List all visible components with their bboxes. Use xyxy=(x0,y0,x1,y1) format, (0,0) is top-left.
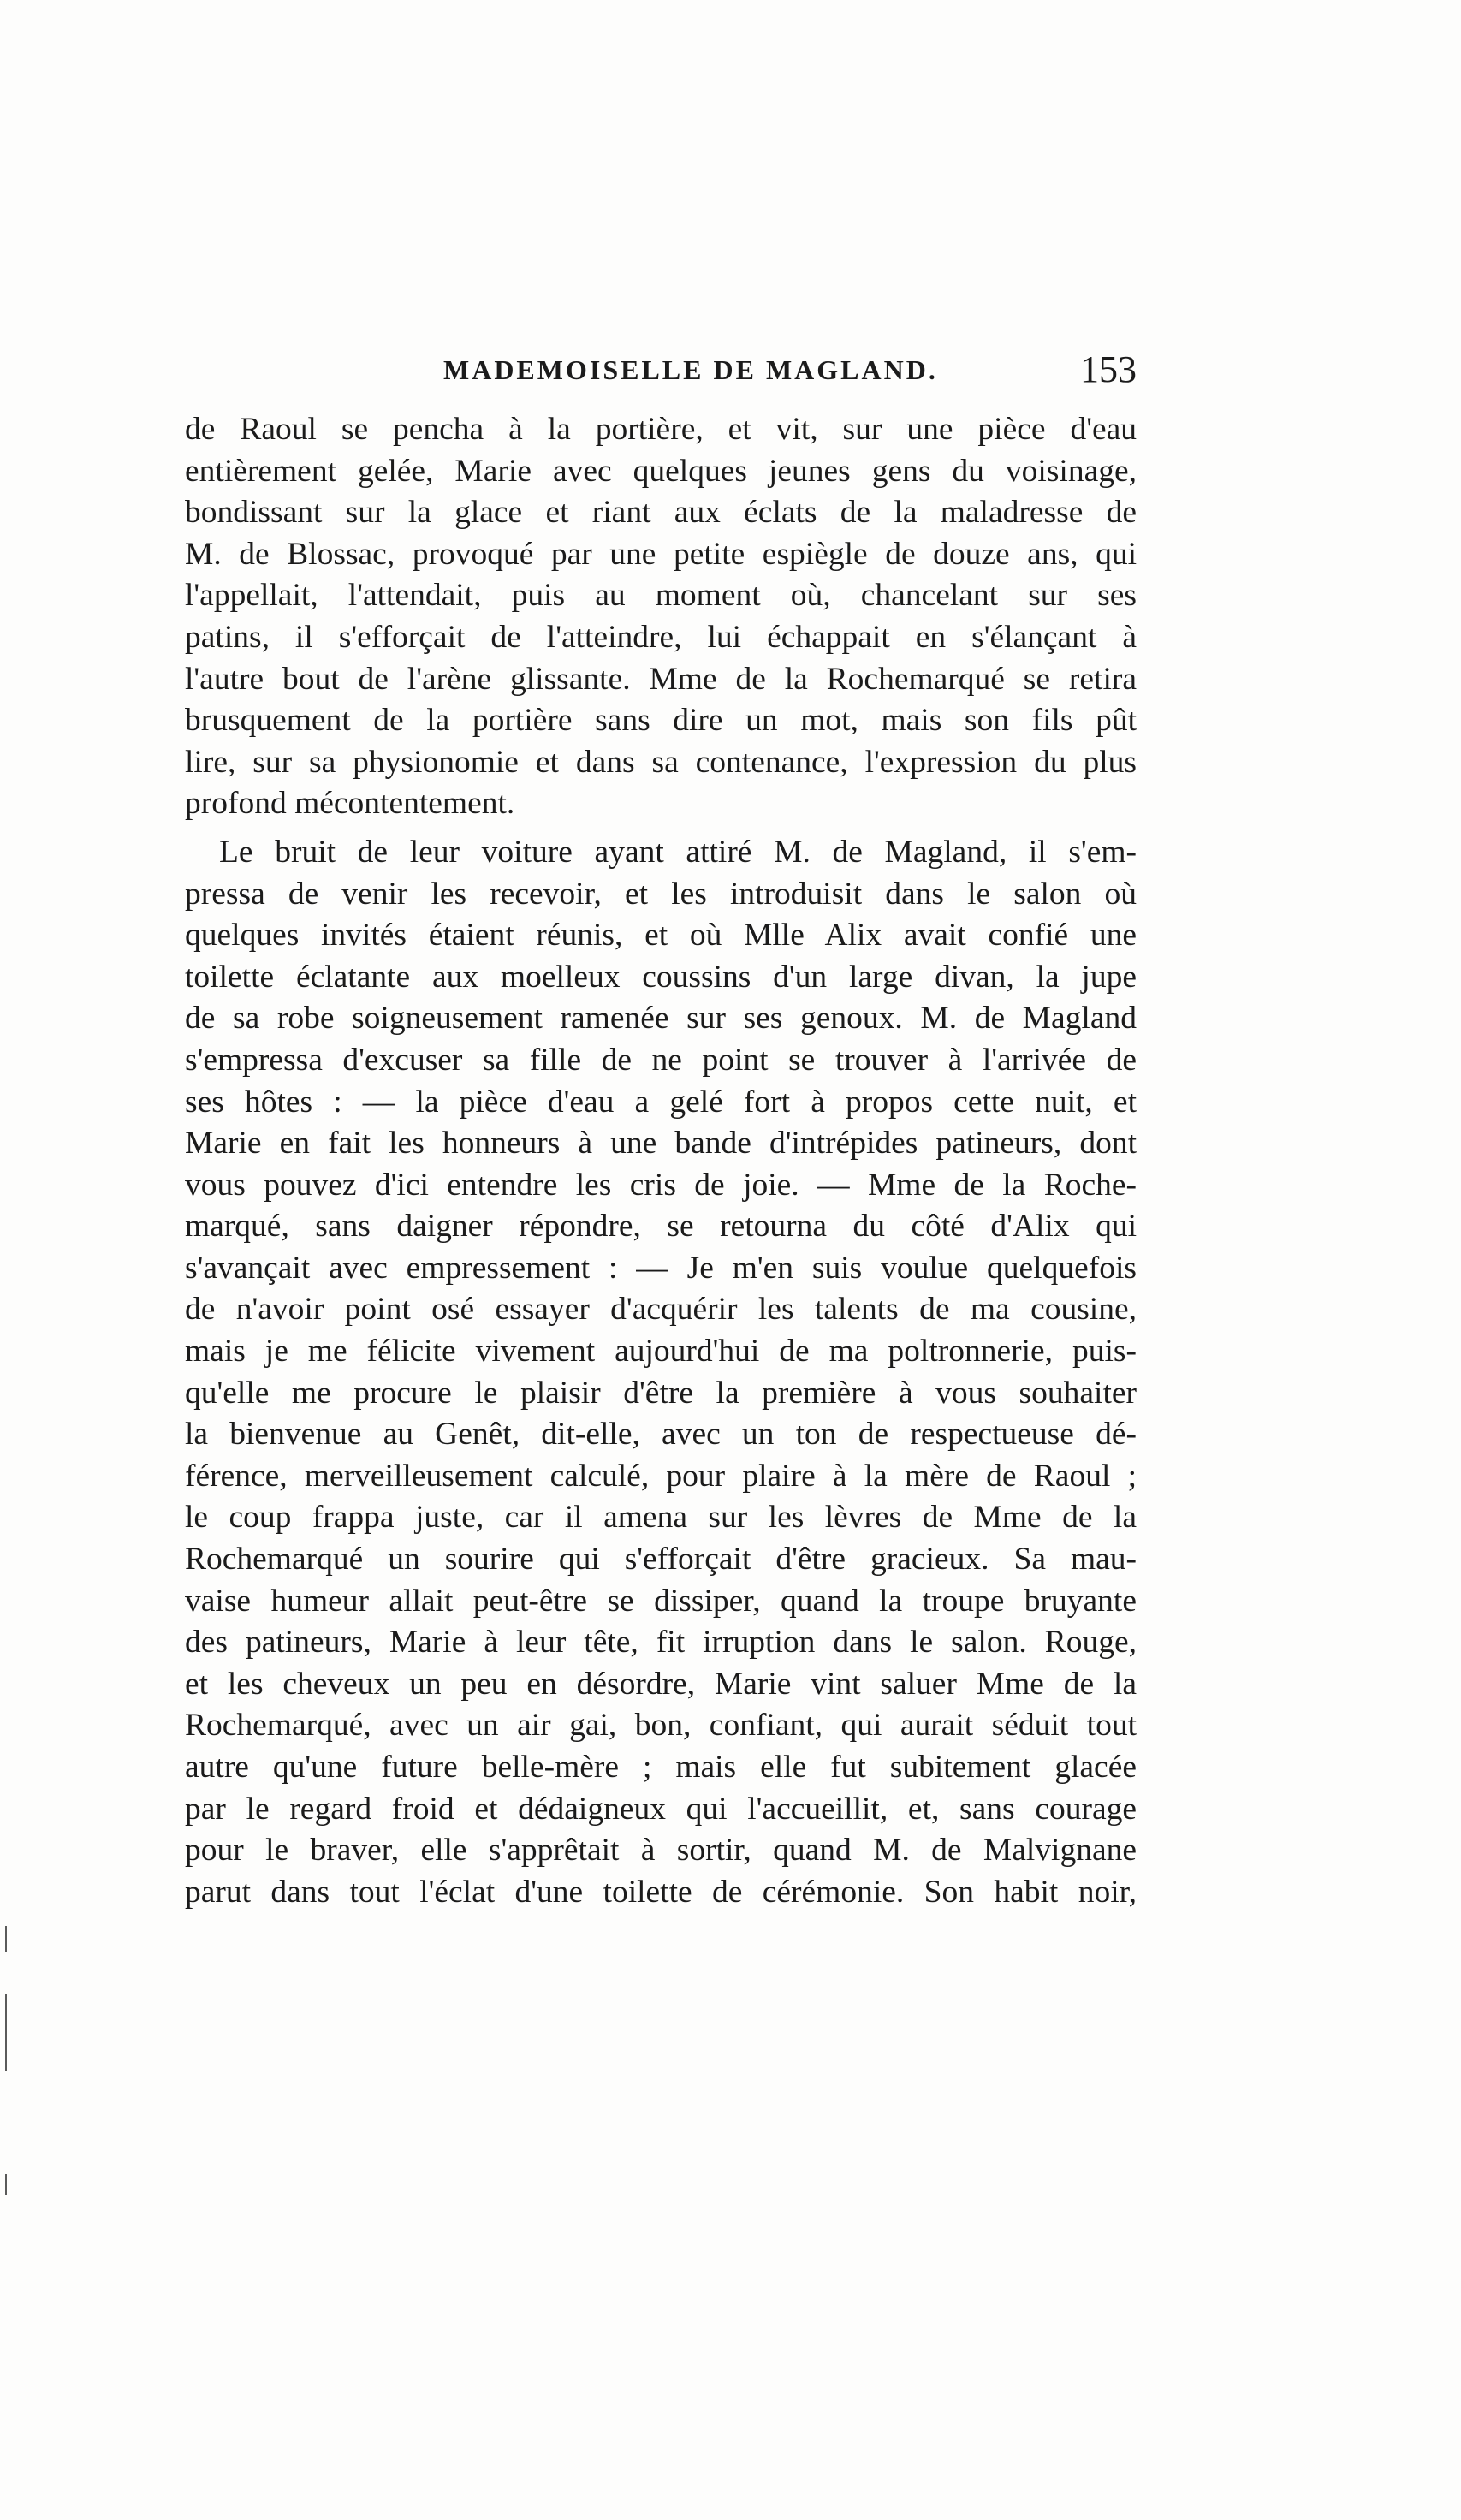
paragraph-1 xyxy=(185,409,1137,825)
text-line: et les cheveux un peu en désordre, Marie vint saluer Mme de la xyxy=(185,1666,1137,1702)
running-title: MADEMOISELLE DE MAGLAND. xyxy=(443,354,938,385)
text-line: l'autre bout de l'arène glissante. Mme de la Rochemarqué se retira xyxy=(185,661,1137,697)
text-line: férence, merveilleusement calculé, pour plaire à la mère de Raoul ; xyxy=(185,1458,1137,1494)
body-text xyxy=(185,409,1137,1913)
text-line: qu'elle me procure le plaisir d'être la première à vous souhaiter xyxy=(185,1375,1137,1411)
text-line: ses hôtes : — la pièce d'eau a gelé fort à propos cette nuit, et xyxy=(185,1084,1137,1120)
text-line: parut dans tout l'éclat d'une toilette de cérémonie. Son habit noir, xyxy=(185,1874,1137,1910)
text-line: de sa robe soigneusement ramenée sur ses genoux. M. de Magland xyxy=(185,1001,1137,1037)
running-header xyxy=(185,348,1137,399)
text-line: bondissant sur la glace et riant aux éclats de la maladresse de xyxy=(185,495,1137,531)
text-line: vaise humeur allait peut-être se dissiper, quand la troupe bruyante xyxy=(185,1583,1137,1619)
text-line: vous pouvez d'ici entendre les cris de joie. — Mme de la Roche- xyxy=(185,1167,1137,1203)
text-line: s'empressa d'excuser sa fille de ne point se trouver à l'arrivée de xyxy=(185,1042,1137,1078)
text-line: entièrement gelée, Marie avec quelques jeunes gens du voisinage, xyxy=(185,453,1137,489)
text-line: de Raoul se pencha à la portière, et vit, sur une pièce d'eau xyxy=(185,412,1137,447)
paragraph-2 xyxy=(185,832,1137,1913)
text-line: pour le braver, elle s'apprêtait à sortir, quand M. de Malvignane xyxy=(185,1833,1137,1869)
text-line: par le regard froid et dédaigneux qui l'accueillit, et, sans courage xyxy=(185,1791,1137,1827)
text-line: l'appellait, l'attendait, puis au moment où, chancelant sur ses xyxy=(185,578,1137,614)
text-line: marqué, sans daigner répondre, se retourna du côté d'Alix qui xyxy=(185,1209,1137,1245)
text-line: le coup frappa juste, car il amena sur les lèvres de Mme de la xyxy=(185,1500,1137,1536)
text-line: autre qu'une future belle-mère ; mais elle fut subitement glacée xyxy=(185,1750,1137,1785)
text-line: de n'avoir point osé essayer d'acquérir les talents de ma cousine, xyxy=(185,1292,1137,1328)
text-line: patins, il s'efforçait de l'atteindre, lui échappait en s'élançant à xyxy=(185,619,1137,655)
page-number: 153 xyxy=(1080,348,1137,390)
text-line: M. de Blossac, provoqué par une petite espiègle de douze ans, qui xyxy=(185,536,1137,572)
text-line: Rochemarqué, avec un air gai, bon, confiant, qui aurait séduit tout xyxy=(185,1708,1137,1744)
text-line: Le bruit de leur voiture ayant attiré M. de Magland, il s'em- xyxy=(219,834,1137,870)
text-line: profond mécontentement. xyxy=(185,786,515,822)
text-line: toilette éclatante aux moelleux coussins d'un large divan, la jupe xyxy=(185,959,1137,995)
text-line: pressa de venir les recevoir, et les introduisit dans le salon où xyxy=(185,876,1137,912)
text-line: Marie en fait les honneurs à une bande d'intrépides patineurs, dont xyxy=(185,1126,1137,1162)
text-line: quelques invités étaient réunis, et où Mlle Alix avait confié une xyxy=(185,918,1137,954)
text-line: mais je me félicite vivement aujourd'hui de ma poltronnerie, puis- xyxy=(185,1334,1137,1370)
scan-margin-mark xyxy=(5,2174,7,2195)
scan-margin-mark xyxy=(5,1926,7,1952)
scan-margin-mark xyxy=(5,1994,7,2071)
text-line: lire, sur sa physionomie et dans sa contenance, l'expression du plus xyxy=(185,744,1137,780)
text-line: Rochemarqué un sourire qui s'efforçait d'être gracieux. Sa mau- xyxy=(185,1542,1137,1578)
text-line: s'avançait avec empressement : — Je m'en suis voulue quelquefois xyxy=(185,1250,1137,1286)
text-line: brusquement de la portière sans dire un mot, mais son fils pût xyxy=(185,703,1137,739)
text-line: des patineurs, Marie à leur tête, fit irruption dans le salon. Rouge, xyxy=(185,1625,1137,1661)
text-line: la bienvenue au Genêt, dit-elle, avec un ton de respectueuse dé- xyxy=(185,1417,1137,1453)
